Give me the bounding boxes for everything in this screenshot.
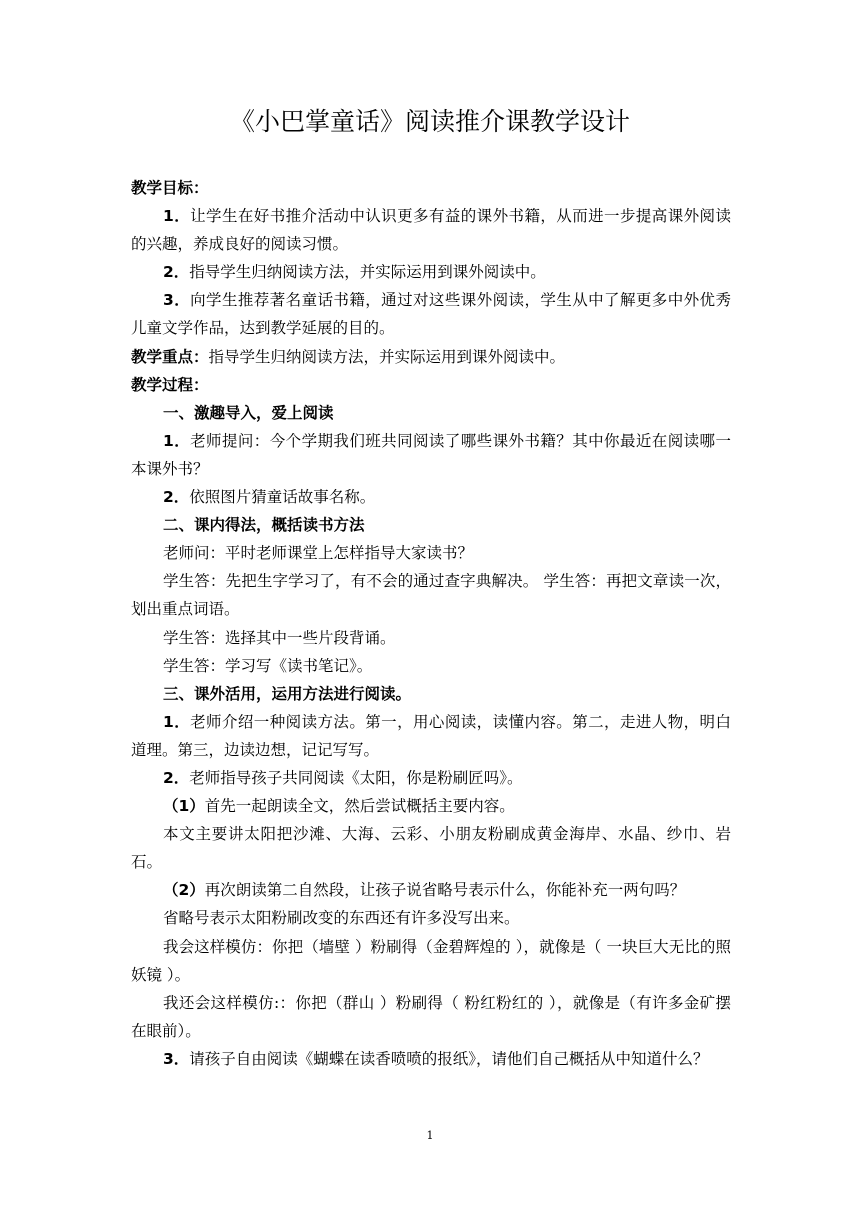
item-num: 2． (163, 488, 190, 507)
section-1-item-1 (131, 427, 731, 483)
section-2-line-2: 学生答：先把生字学习了，有不会的通过查字典解决。 学生答：再把文章读一次，划出重点词语。 (131, 572, 731, 619)
item-text: 老师提问：今个学期我们班共同阅读了哪些课外书籍？其中你最近在阅读哪一本课外书？ (131, 431, 731, 478)
section-3-item-1 (131, 708, 731, 764)
objectives-heading: 教学目标： (131, 179, 209, 197)
process-heading: 教学过程： (131, 375, 209, 394)
section-3-item-2 (131, 764, 731, 792)
sub-num: （2） (163, 881, 205, 900)
item-num: 3． (163, 1049, 190, 1068)
section-2-heading: 二、课内得法，概括读书方法 (163, 516, 365, 535)
teaching-focus (131, 343, 731, 371)
objective-num: 3． (163, 291, 191, 310)
item-num: 2． (163, 768, 190, 787)
item-text: 请孩子自由阅读《蝴蝶在读香喷喷的报纸》，请他们自己概括从中知道什么？ (189, 1049, 709, 1068)
sub-num: （1） (163, 797, 205, 816)
objective-item-1 (131, 202, 731, 258)
document-body (131, 174, 731, 1073)
section-3-sub-1 (131, 792, 731, 820)
item-num: 1． (163, 712, 191, 731)
item-text: 老师介绍一种阅读方法。第一，用心阅读，读懂内容。第二，走进人物，明白道理。第三，边读边想，记记写写。 (131, 712, 731, 759)
focus-text: 指导学生归纳阅读方法，并实际运用到课外阅读中。 (208, 347, 566, 366)
objective-item-3 (131, 286, 731, 342)
section-3-heading: 三、课外活用，运用方法进行阅读。 (163, 684, 412, 703)
item-text: 老师指导孩子共同阅读《太阳，你是粉刷匠吗》。 (189, 768, 523, 787)
page-number: 1 (426, 1129, 434, 1142)
section-2-line-3: 学生答：选择其中一些片段背诵。 (163, 628, 396, 647)
section-1-heading: 一、激趣导入，爱上阅读 (163, 403, 334, 422)
section-3-sub-1-answer: 本文主要讲太阳把沙滩、大海、云彩、小朋友粉刷成黄金海岸、水晶、纱巾、岩石。 (131, 825, 731, 872)
objective-num: 1． (163, 207, 191, 226)
objective-text: 向学生推荐著名童话书籍，通过对这些课外阅读，学生从中了解更多中外优秀儿童文学作品，达到教学延展的目的。 (131, 291, 731, 338)
sub-text: 再次朗读第二自然段，让孩子说省略号表示什么，你能补充一两句吗？ (204, 881, 686, 900)
imitation-2: 我还会这样模仿:：你把（群山 ）粉刷得（ 粉红粉红的 ），就像是（有许多金矿摆在眼前）。 (131, 993, 731, 1040)
focus-label: 教学重点： (131, 347, 209, 366)
section-3-sub-2-answer: 省略号表示太阳粉刷改变的东西还有许多没写出来。 (163, 909, 520, 928)
item-num: 1． (163, 431, 191, 450)
sub-text: 首先一起朗读全文，然后尝试概括主要内容。 (204, 797, 515, 816)
objective-item-2 (131, 258, 731, 286)
imitation-1: 我会这样模仿：你把（墙壁 ）粉刷得（金碧辉煌的 ），就像是（ 一块巨大无比的照妖镜 ）。 (131, 937, 731, 984)
document-title: 《小巴掌童话》阅读推介课教学设计 (229, 107, 630, 136)
section-3-item-3 (131, 1045, 731, 1073)
objective-num: 2． (163, 263, 190, 282)
item-text: 依照图片猜童话故事名称。 (189, 488, 376, 507)
objective-text: 指导学生归纳阅读方法，并实际运用到课外阅读中。 (189, 263, 546, 282)
section-2-line-4: 学生答：学习写《读书笔记》。 (163, 656, 373, 675)
objective-text: 让学生在好书推介活动中认识更多有益的课外书籍，从而进一步提高课外阅读的兴趣，养成良好的阅读习惯。 (131, 207, 731, 254)
section-3-sub-2 (131, 876, 731, 904)
section-1-item-2 (131, 483, 731, 511)
section-2-line-1: 老师问：平时老师课堂上怎样指导大家读书？ (163, 544, 474, 563)
